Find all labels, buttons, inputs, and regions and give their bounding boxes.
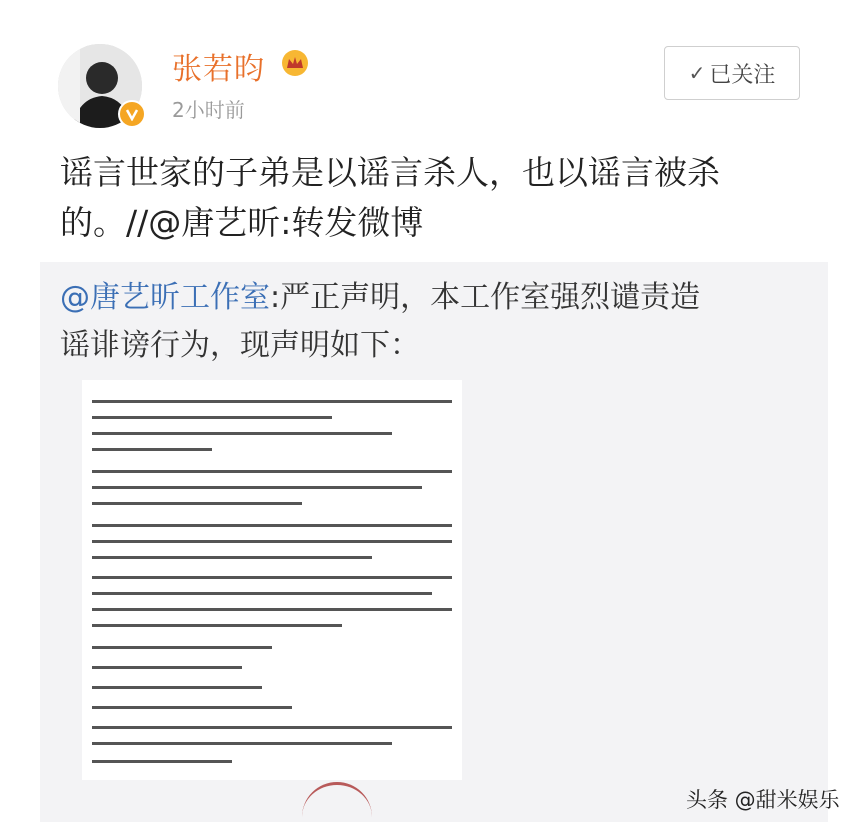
post-time: 2小时前 xyxy=(172,98,245,122)
doc-text-line xyxy=(92,726,452,729)
doc-text-line xyxy=(92,576,452,579)
watermark: 头条 @甜米娱乐 xyxy=(686,788,840,812)
repost-body xyxy=(60,274,800,370)
doc-text-line xyxy=(92,624,342,627)
repost-mention[interactable]: @唐艺昕工作室 xyxy=(60,280,270,315)
repost-text-line1 xyxy=(60,274,800,322)
doc-text-line xyxy=(92,486,422,489)
doc-text-line xyxy=(92,416,332,419)
post-text-line2: 的。//@唐艺昕:转发微博 xyxy=(60,203,424,242)
doc-text-line xyxy=(92,432,392,435)
doc-text-line xyxy=(92,502,302,505)
doc-text-line xyxy=(92,524,452,527)
repost-text-line2: 谣诽谤行为，现声明如下： xyxy=(60,328,420,363)
doc-text-line xyxy=(92,448,212,451)
doc-text-line xyxy=(92,742,392,745)
doc-text-line xyxy=(92,540,452,543)
doc-text-line xyxy=(92,666,242,669)
post-body xyxy=(60,148,800,248)
repost-card[interactable] xyxy=(40,262,828,822)
author-name[interactable]: 张若昀 xyxy=(172,52,265,87)
statement-document-image[interactable] xyxy=(82,380,462,780)
doc-text-line xyxy=(92,400,452,403)
follow-button[interactable] xyxy=(664,46,800,100)
check-icon: ✓ xyxy=(688,61,706,85)
repost-text-line1-rest: :严正声明，本工作室强烈谴责造 xyxy=(270,280,701,315)
doc-text-line xyxy=(92,760,232,763)
doc-text-line xyxy=(92,592,432,595)
doc-text-line xyxy=(92,608,452,611)
doc-text-line xyxy=(92,556,372,559)
doc-text-line xyxy=(92,686,262,689)
stamp-icon xyxy=(302,782,372,821)
crown-badge-icon xyxy=(282,50,308,76)
post-header xyxy=(0,0,866,140)
v-badge-icon xyxy=(118,100,146,128)
doc-text-line xyxy=(92,646,272,649)
follow-button-label: 已关注 xyxy=(709,62,776,88)
doc-text-line xyxy=(92,706,292,709)
post-text-line1: 谣言世家的子弟是以谣言杀人，也以谣言被杀 xyxy=(60,153,720,192)
doc-text-line xyxy=(92,470,452,473)
